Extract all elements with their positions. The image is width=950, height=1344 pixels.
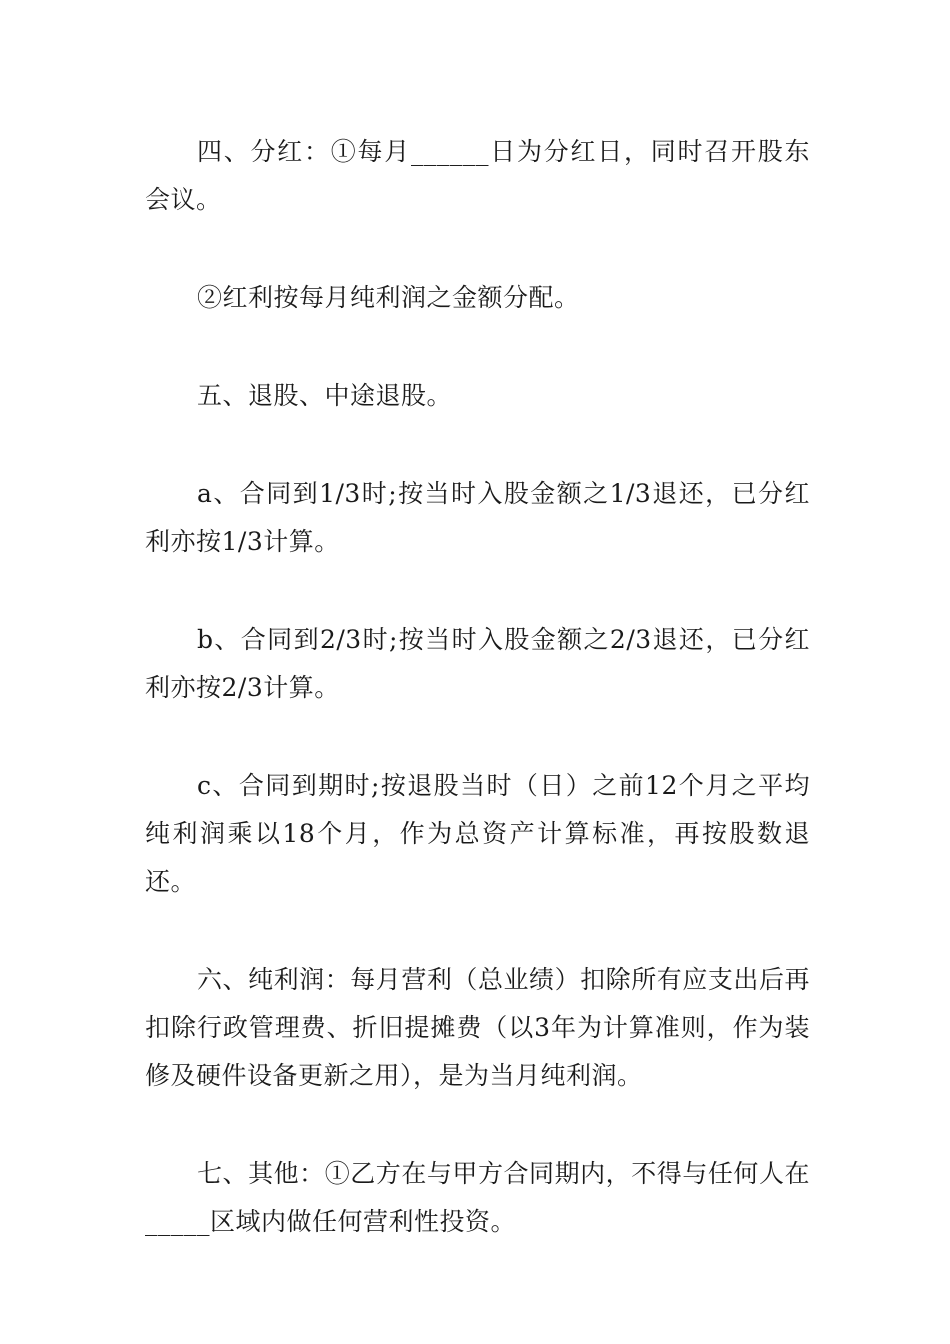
paragraph-withdrawal: 五、退股、中途退股。 bbox=[197, 381, 453, 410]
paragraph-withdrawal-b: b、合同到2/3时;按当时入股金额之2/3退还，已分红利亦按2/3计算。 bbox=[145, 625, 810, 702]
paragraph-other: 七、其他：①乙方在与甲方合同期内，不得与任何人在_____区域内做任何营利性投资。 bbox=[145, 1159, 810, 1236]
paragraph-withdrawal-c: c、合同到期时;按退股当时（日）之前12个月之平均纯利润乘以18个月，作为总资产计算标准，再按股数退还。 bbox=[145, 771, 810, 896]
paragraph-net-profit: 六、纯利润：每月营利（总业绩）扣除所有应支出后再扣除行政管理费、折旧提摊费（以3年为计算准则，作为装修及硬件设备更新之用），是为当月纯利润。 bbox=[145, 965, 810, 1090]
document-body bbox=[145, 128, 810, 1296]
paragraph-dividend-amount: ②红利按每月纯利润之金额分配。 bbox=[197, 283, 580, 312]
paragraph-dividend: 四、分红：①每月______日为分红日，同时召开股东会议。 bbox=[145, 137, 810, 214]
paragraph-withdrawal-a: a、合同到1/3时;按当时入股金额之1/3退还，已分红利亦按1/3计算。 bbox=[145, 479, 810, 556]
